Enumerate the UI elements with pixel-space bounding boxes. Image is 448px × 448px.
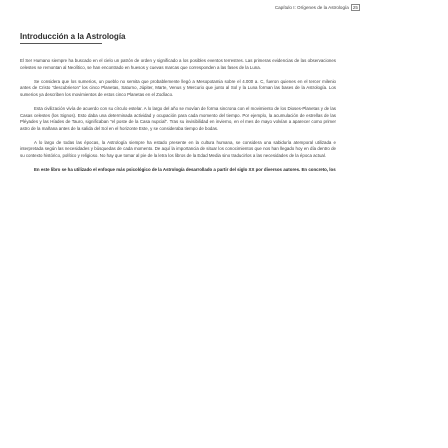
- paragraph: Se considera que los sumerios, un pueblo no semita que probablemente llegó a Mesopotamia sobre el 4.000 a. C, fueron quienes en el tercer milenio antes de Cristo "descubrieron" los cinco Planetas, Saturno, Júpiter, Marte, Venus y Mercurio que junto al Sol y la Luna forman las bases de la Astrología. Los sumerios ya describen los movimientos de estos cinco Planetas en el Zodíaco.: [20, 78, 336, 97]
- body-text: [20, 58, 336, 181]
- running-header: [275, 4, 360, 11]
- paragraph: Esta civilización vivía de acuerdo con su círculo estelar. A lo largo del año se movían de forma sincrona con el movimiento de los Dioses-Planetas y de las Casas celestes (los Signos). Esto daba una determinada actividad y ocupación para cada momento del tiempo. Por ejemplo, la acumulación de estrellas de las Pléyades y las Híades de Tauro, significaban "el poste de la Casa nupcial". Tras su invisibilidad en invierno, en el mes de mayo volvían a aparecer como primer astro de la mañana antes de la salida del Sol en el horizonte Este, y se consideraba tiempo de bodas.: [20, 105, 336, 131]
- paragraph: A lo largo de todas las épocas, la Astrología siempre ha estado presente en la cultura humana, se considera una sabiduría atemporal utilizada e interpretada según las necesidades y búsquedas de cada momento. De aquí la importancia de situar los conocimientos que nos han llegado hoy en día dentro de su contexto histórico, político y religioso. No hay que tomar al pie de la letra los libros de la Edad Media sino traducirlos a las necesidades de la época actual.: [20, 139, 336, 159]
- paragraph: El Ser Humano siempre ha buscado en el cielo un patrón de orden y significado a los posibles eventos terrestres. Las primeras evidencias de las observaciones celestes se remontan al Neolítico, se han encontrado en huesos y cuevas marcas que corresponden a las fases de la Luna.: [20, 58, 336, 70]
- section-title: Introducción a la Astrología: [20, 32, 126, 41]
- running-header-title: Capítulo I: Orígenes de la Astrología: [274, 5, 349, 10]
- section-heading: [20, 32, 126, 44]
- page-number: 25: [352, 5, 358, 10]
- paragraph: En este libro se ha utilizado el enfoque más psicológico de la Astrología desarrollado a partir del siglo XX por diversos autores. En concreto, los: [34, 167, 336, 173]
- title-underline: [20, 43, 102, 44]
